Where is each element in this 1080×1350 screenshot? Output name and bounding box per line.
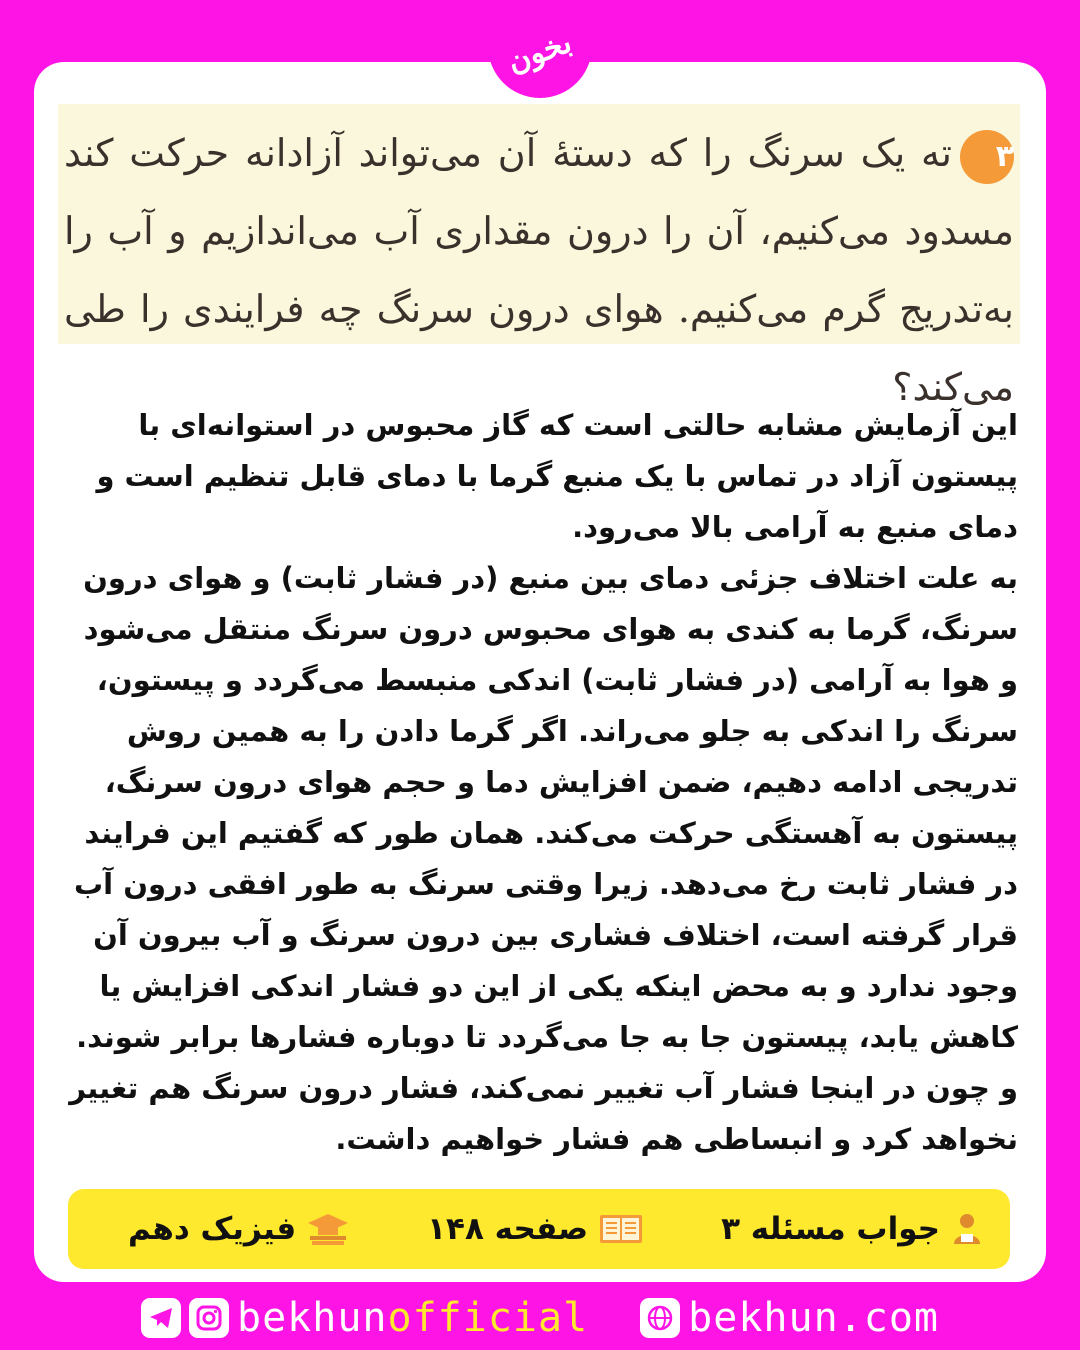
graduation-cap-icon bbox=[306, 1212, 350, 1246]
answer-paragraph: به علت اختلاف جزئی دمای بین منبع (در فشار ثابت) و هوای درون سرنگ، گرما به کندی به هوای محبوس درون سرنگ منتقل می‌شود و هوا به آرامی (در فشار ثابت) اندکی منبسط می‌گردد و پیستون، سرنگ را اندکی به جلو می‌راند. اگر گرما دادن را به همین روش تدریجی ادامه دهیم، ضمن افزایش دما و حجم هوای درون سرنگ، پیستون به آهستگی حرکت می‌کند. همان طور که گفتیم این فرایند در فشار ثابت رخ می‌دهد. زیرا وقتی سرنگ به طور افقی درون آب قرار گرفته است، اختلاف فشاری بین درون سرنگ و آب بیرون آن وجود ندارد و به محض اینکه یکی از این دو فشار اندکی افزایش یا کاهش یابد، پیستون جا به جا می‌گردد تا دوباره فشارها برابر شوند. و چون در اینجا فشار آب تغییر نمی‌کند، فشار درون سرنگ هم تغییر نخواهد کرد و انبساطی هم فشار خواهیم داشت. bbox=[69, 561, 1018, 1156]
teacher-icon bbox=[950, 1212, 984, 1246]
logo-text: بخون bbox=[503, 24, 577, 80]
answer-paragraph: این آزمایش مشابه حالتی است که گاز محبوس در استوانه‌ای با پیستون آزاد در تماس با یک منبع گرما با دمای قابل تنظیم است و دمای منبع به آرامی بالا می‌رود. bbox=[96, 408, 1018, 544]
subject-info bbox=[128, 1211, 350, 1247]
footer bbox=[0, 1288, 1080, 1348]
telegram-icon[interactable] bbox=[141, 1298, 181, 1338]
question-number-badge: ۳ bbox=[960, 130, 1014, 184]
social-handle-text: bekhunofficial bbox=[237, 1295, 589, 1341]
question-text: ته یک سرنگ را که دستهٔ آن می‌تواند آزادانه حرکت کند مسدود می‌کنیم، آن را درون مقداری آب می‌اندازیم و آب را به‌تدریج گرم می‌کنیم. هوای درون سرنگ چه فرایندی را طی می‌کند؟ bbox=[64, 131, 1014, 409]
globe-icon[interactable] bbox=[640, 1298, 680, 1338]
instagram-icon[interactable] bbox=[189, 1298, 229, 1338]
book-icon bbox=[598, 1212, 644, 1246]
website-link[interactable] bbox=[640, 1295, 939, 1341]
info-bar bbox=[68, 1189, 1010, 1269]
social-handle[interactable] bbox=[141, 1295, 588, 1341]
page-label: صفحه ۱۴۸ bbox=[427, 1211, 589, 1247]
problem-info bbox=[721, 1211, 984, 1247]
answer-text bbox=[64, 400, 1018, 1165]
question-box bbox=[58, 104, 1020, 409]
page-info bbox=[427, 1211, 644, 1247]
website-text: bekhun.com bbox=[688, 1295, 939, 1341]
problem-label: جواب مسئله ۳ bbox=[721, 1211, 940, 1247]
subject-label: فیزیک دهم bbox=[128, 1211, 297, 1247]
